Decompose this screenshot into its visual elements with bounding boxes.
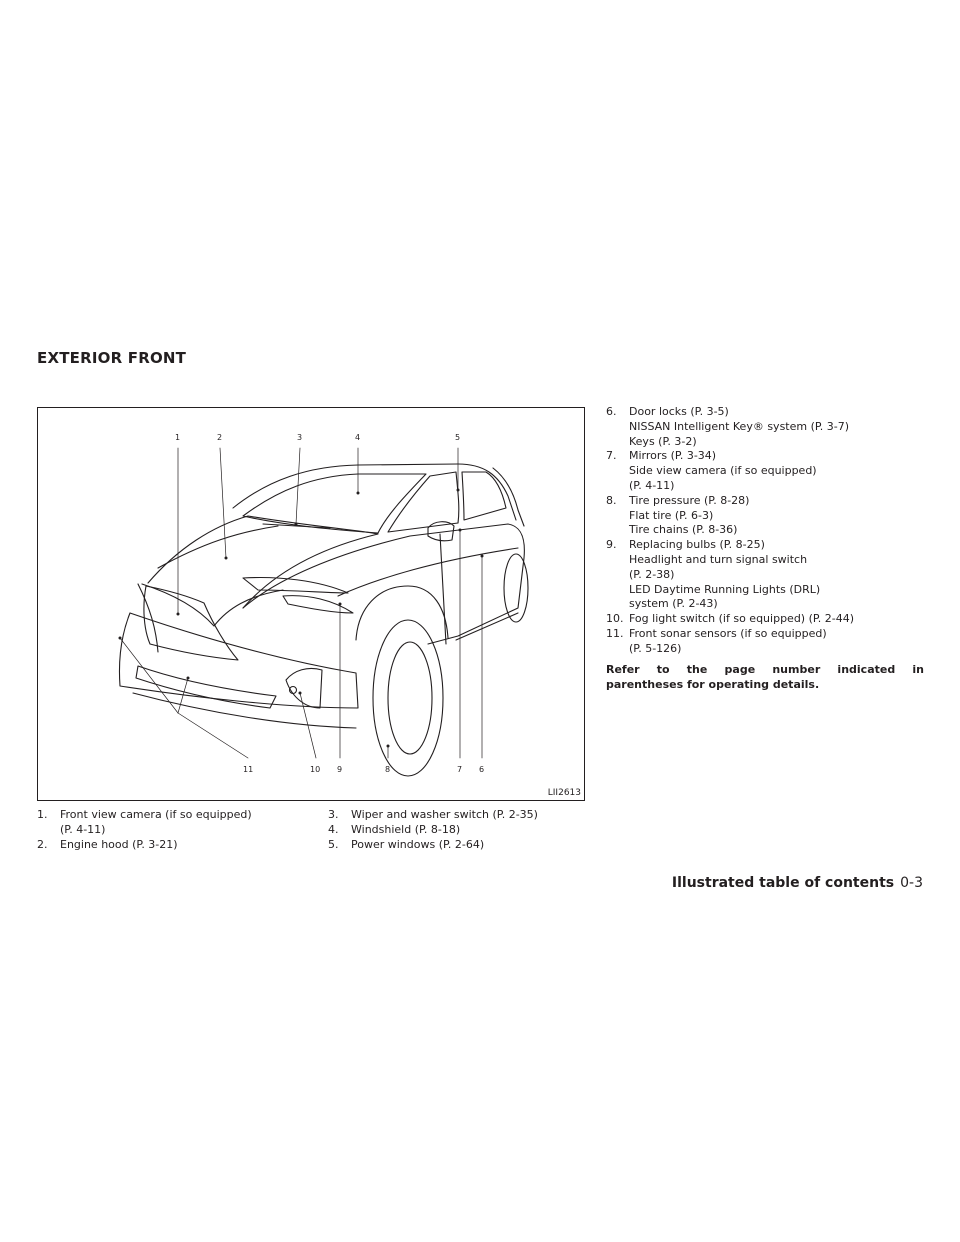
front-rim [388, 642, 432, 754]
rear-wheel [504, 554, 528, 622]
item-number: 7. [606, 449, 617, 463]
hood-crease [158, 526, 278, 568]
page-number: 0-3 [900, 875, 923, 891]
callout-8: 8 [385, 765, 391, 774]
page-footer [672, 875, 923, 891]
item-text: Mirrors (P. 3-34) [629, 449, 717, 463]
legend-item [606, 612, 926, 627]
section-title: EXTERIOR FRONT [37, 349, 187, 367]
exterior-front-illustration [37, 407, 585, 801]
rocker-line [456, 613, 518, 640]
item-number: 8. [606, 493, 617, 507]
wheel-arch [356, 586, 448, 640]
legend-item [328, 823, 598, 838]
refer-note: Refer to the page number indicated in parentheses for operating details. [606, 663, 924, 691]
item-number: 1. [37, 808, 48, 821]
legend-item [606, 494, 926, 538]
callout-4: 4 [355, 433, 361, 442]
fog-lamp-housing [286, 668, 322, 708]
item-text: Replacing bulbs (P. 8-25) [629, 538, 765, 552]
headlight-upper [243, 578, 348, 593]
legend-item [328, 808, 598, 823]
legend-column-a [37, 808, 317, 852]
item-text: Headlight and turn signal switch [629, 552, 808, 566]
legend-item [606, 449, 926, 493]
callout-7: 7 [457, 765, 463, 774]
item-text: system (P. 2-43) [629, 597, 718, 611]
item-number: 11. [606, 626, 624, 640]
callout-11: 11 [243, 765, 254, 774]
figure-code: LII2613 [547, 788, 581, 798]
item-number: 6. [606, 405, 617, 418]
item-text: Windshield (P. 8-18) [351, 822, 461, 836]
legend-column-c [606, 405, 926, 657]
item-number: 3. [328, 808, 339, 821]
item-text: Power windows (P. 2-64) [351, 837, 485, 851]
callout-6: 6 [479, 765, 485, 774]
legend-item [606, 538, 926, 612]
item-text: (P. 4-11) [60, 822, 106, 836]
side-character-line [338, 548, 518, 596]
item-text: Front sonar sensors (if so equipped) [629, 626, 827, 640]
item-text: (P. 4-11) [629, 478, 675, 492]
item-text: (P. 5-126) [629, 641, 682, 655]
item-number: 9. [606, 538, 617, 552]
side-window-rear [462, 472, 506, 520]
callout-10: 10 [310, 765, 321, 774]
item-text: Keys (P. 3-2) [629, 434, 697, 448]
item-text: Front view camera (if so equipped) [60, 808, 252, 821]
item-text: Fog light switch (if so equipped) (P. 2-44) [629, 612, 855, 626]
headlight-drl [283, 596, 353, 613]
front-bumper [119, 613, 358, 708]
callout-1: 1 [175, 433, 181, 442]
door-line [440, 534, 446, 644]
item-text: (P. 2-38) [629, 567, 675, 581]
item-text: Tire chains (P. 8-36) [629, 523, 738, 537]
callout-3: 3 [297, 433, 303, 442]
legend-column-b [328, 808, 598, 852]
callout-9: 9 [337, 765, 343, 774]
item-number: 5. [328, 837, 339, 851]
item-text: Wiper and washer switch (P. 2-35) [351, 808, 538, 821]
legend-item [37, 838, 317, 853]
item-text: Flat tire (P. 6-3) [629, 508, 714, 522]
item-text: Side view camera (if so equipped) [629, 464, 817, 478]
item-text: NISSAN Intelligent Key® system (P. 3-7) [629, 419, 850, 433]
item-number: 2. [37, 837, 48, 851]
legend-item [328, 838, 598, 853]
item-text: Tire pressure (P. 8-28) [629, 493, 750, 507]
callout-2: 2 [217, 433, 223, 442]
item-text: Engine hood (P. 3-21) [60, 837, 178, 851]
legend-item [606, 405, 926, 449]
item-number: 10. [606, 612, 624, 626]
car-drawing [38, 408, 584, 800]
legend-item [37, 808, 317, 838]
item-text: LED Daytime Running Lights (DRL) [629, 582, 821, 596]
item-text: Door locks (P. 3-5) [629, 405, 729, 418]
footer-title: Illustrated table of contents [671, 875, 895, 891]
callout-5: 5 [455, 433, 461, 442]
item-number: 4. [328, 822, 339, 836]
lower-grille [136, 666, 276, 708]
legend-item [606, 627, 926, 657]
